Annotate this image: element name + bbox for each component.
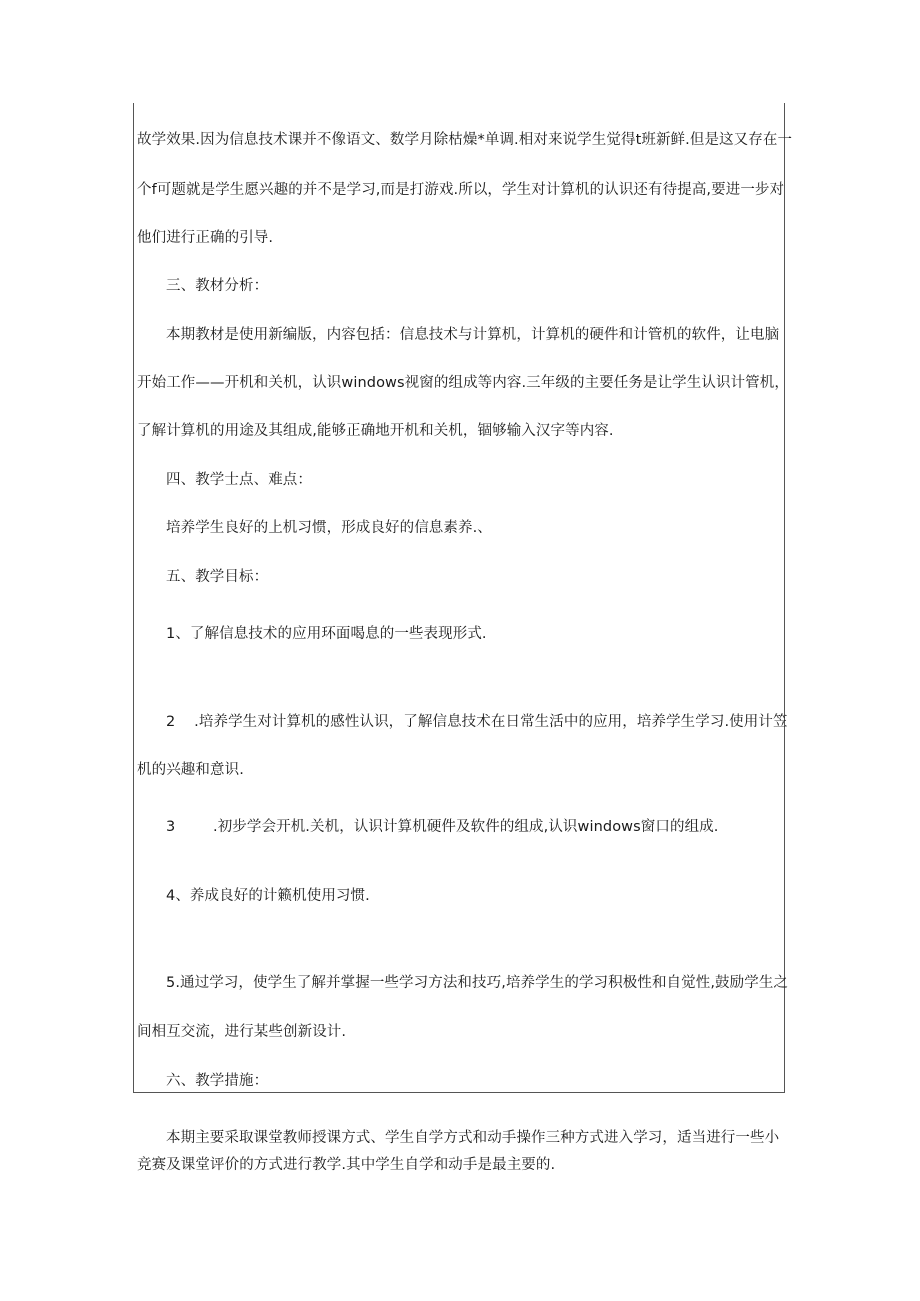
goal-item-4: 4、养成良好的计籁机使用习惯.: [166, 888, 370, 904]
goal-item-2-cont: 机的兴趣和意识.: [137, 762, 244, 778]
paragraph-line: 本期教材是使用新编版，内容包括：信息技术与计算机，计算机的硬件和计管机的软件，让电脑: [166, 327, 780, 343]
section-heading-key-points: 四、教学士点、难点：: [166, 472, 312, 488]
paragraph-line: 他们进行正确的引导.: [137, 230, 274, 246]
paragraph-line: 本期主要采取课堂教师授课方式、学生自学方式和动手操作三种方式进入学习，适当进行一些小: [166, 1130, 780, 1146]
goal-item-2: 2 .培养学生对计算机的感性认识，了解信息技术在日常生活中的应用，培养学生学习.使用计笠: [166, 714, 788, 730]
table-frame: [133, 103, 785, 1093]
section-heading-goals: 五、教学目标：: [166, 569, 269, 585]
paragraph-line: 培养学生良好的上机习惯，形成良好的信息素养.、: [166, 520, 492, 536]
paragraph-line: 开始工作——开机和关机，认识windows视窗的组成等内容.三年级的主要任务是让学生认识计管机，: [137, 375, 789, 391]
section-heading-materials: 三、教材分析：: [166, 278, 269, 294]
paragraph-line: 了解计算机的用途及其组成,能够正确地开机和关机，锢够输入汉字等内容.: [137, 423, 614, 439]
goal-item-3: 3 .初步学会开机.关机，认识计算机硬件及软件的组成,认识windows窗口的组成.: [166, 819, 719, 835]
goal-item-5-cont: 间相互交流，进行某些创新设计.: [137, 1024, 347, 1040]
goal-item-5: 5.通过学习，使学生了解并掌握一些学习方法和技巧,培养学生的学习积极性和自觉性,鼓励学生之: [166, 975, 789, 991]
paragraph-line: 故学效果.因为信息技术课并不像语文、数学月除枯燥*单调.相对来说学生觉得t班新鲜.但是这又存在一: [137, 132, 793, 148]
goal-item-1: 1、了解信息技术的应用环面喝息的一些表现形式.: [166, 626, 487, 642]
paragraph-line: 竞赛及课堂评价的方式进行教学.其中学生自学和动手是最主要的.: [137, 1157, 556, 1173]
paragraph-line: 个f可题就是学生愿兴趣的并不是学习,而是打游戏.所以，学生对计算机的认识还有待提高,要进一步对: [137, 182, 785, 198]
section-heading-measures: 六、教学措施：: [166, 1073, 269, 1089]
